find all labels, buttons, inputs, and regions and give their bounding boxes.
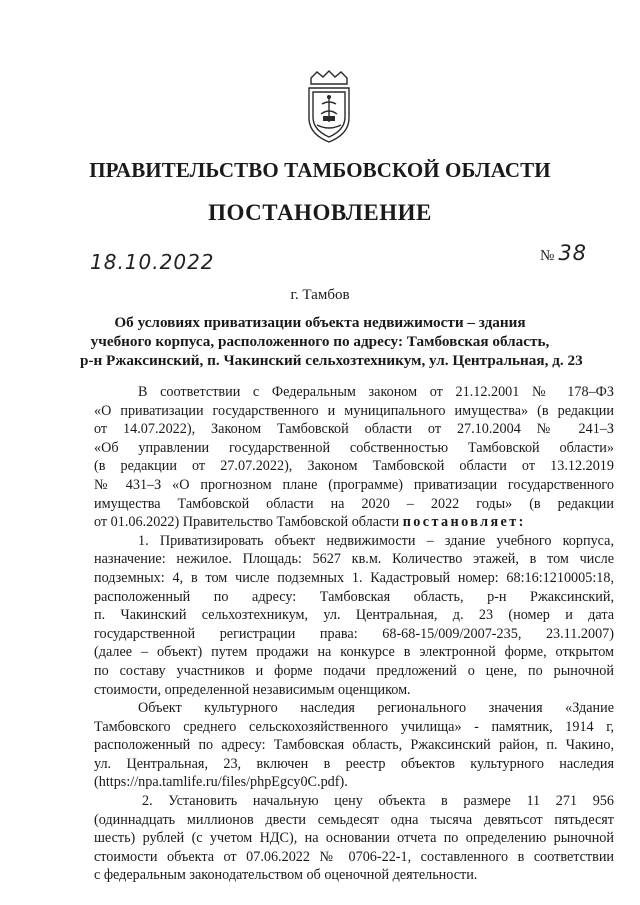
title-line: р-н Ржаксинский, п. Чакинский сельхозтехникум, ул. Центральная, д. 23 [80,352,583,369]
body-line: назначение: нежилое. Площадь: 5627 кв.м. Количество этажей, в том числе [94,551,614,568]
body-line: Тамбовского среднего сельскохозяйственного училища» - памятник, 1914 г, [94,718,614,735]
body-line: «Об управлении государственной собственностью Тамбовской области» [94,439,614,456]
document-number [540,241,587,265]
body-line: по составу участников и форме подачи предложений о цене, по рыночной [94,662,614,679]
tambov-coat-of-arms-icon [303,70,355,144]
body-line: имущества Тамбовской области на 2020 – 2022 годы» (в редакции [94,495,614,512]
body-line: (одиннадцать миллионов двести семьдесят одна тысяча девятьсот пятьдесят [94,811,614,828]
document-type: ПОСТАНОВЛЕНИЕ [208,200,432,225]
body-line: шесть) рублей (с учетом НДС), на основании отчета по определению рыночной [94,830,614,847]
body-line: расположенный по адресу: Тамбовская область, р-н Ржаксинский, [94,588,614,605]
body-line: Объект культурного наследия регионального значения «Здание [138,700,614,717]
body-line: стоимости, определенной независимым оценщиком. [94,681,411,698]
body-line: государственной регистрации права: 68-68-15/009/2007-235, 23.11.2007) [94,625,614,642]
body-line: п. Чакинский сельхозтехникум, ул. Центральная, д. 23 (номер и дата [94,607,614,624]
body-line: 1. Приватизировать объект недвижимости – здание учебного корпуса, [138,532,614,549]
body-line: стоимости объекта от 07.06.2022 № 0706-22-1, составленного в соответствии [94,848,614,865]
body-line: расположенный по адресу: Тамбовская область, Ржаксинский район, п. Чакино, [94,737,614,754]
number-prefix: № [540,248,555,264]
body-line [94,513,614,532]
document-title [80,313,583,370]
document-date: 18.10.2022 [90,250,215,274]
body-line: ул. Центральная, 23, включен в реестр объектов культурного наследия [94,755,614,772]
body-line: подземных: 4, в том числе подземных 1. Кадастровый номер: 68:16:1210005:18, [94,569,614,586]
body-line: от 14.07.2022), Законом Тамбовской области от 27.10.2004 № 241–З [94,421,614,438]
body-line: (https://npa.tamlife.ru/files/phpEgcy0C.pdf). [94,774,348,791]
body-line: (далее – объект) путем продажи на конкурсе в электронной форме, открытом [94,644,614,661]
body-line: «О приватизации государственного и муниципального имущества» (в редакции [94,402,614,419]
body-line: (в редакции от 27.07.2022), Законом Тамбовской области от 13.12.2019 [94,458,614,475]
number-value: 38 [558,241,588,265]
body-line: В соответствии с Федеральным законом от 21.12.2001 № 178–ФЗ [138,384,614,400]
document-body [94,383,614,885]
body-line: с федеральным законодательством об оценочной деятельности. [94,867,478,884]
preamble-end: от 01.06.2022) Правительство Тамбовской области [94,514,400,531]
title-line: Об условиях приватизации объекта недвижимости – здания [114,314,526,331]
body-line: № 431–З «О прогнозном плане (программе) приватизации государственного [94,476,614,493]
body-line: 2. Установить начальную цену объекта в размере 11 271 956 [142,793,614,810]
decree-word: постановляет: [402,514,526,531]
city: г. Тамбов [290,287,350,303]
title-line: учебного корпуса, расположенного по адресу: Тамбовская область, [90,333,550,350]
organization-title: ПРАВИТЕЛЬСТВО ТАМБОВСКОЙ ОБЛАСТИ [89,158,551,182]
